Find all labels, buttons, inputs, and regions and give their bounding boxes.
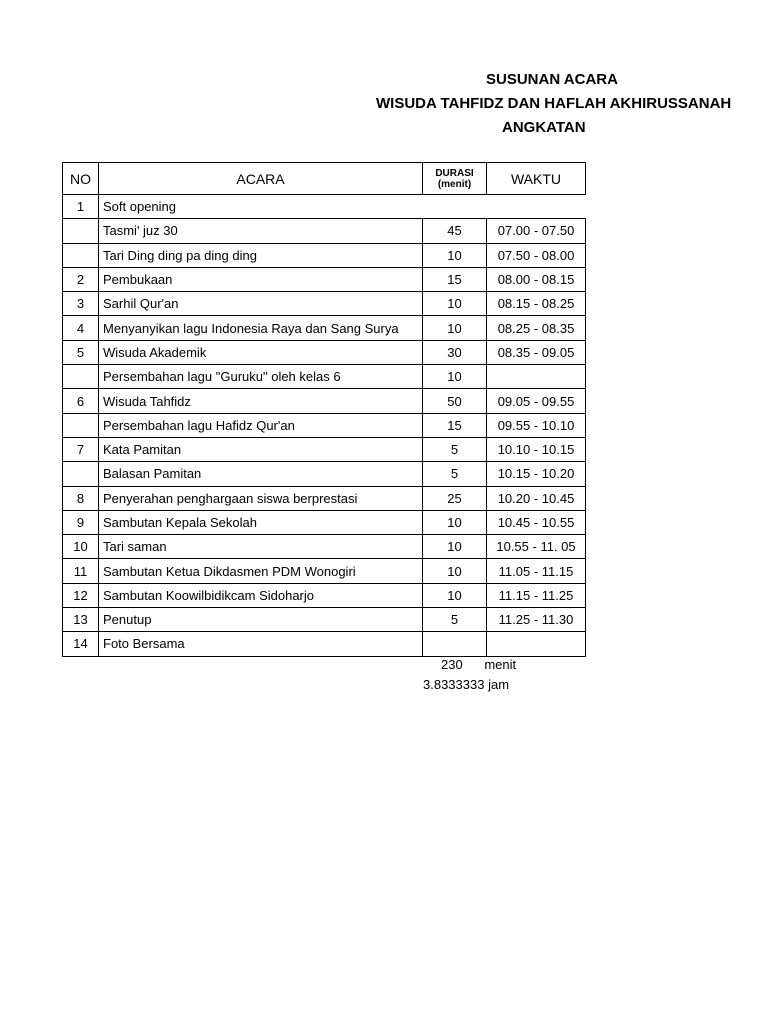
total-hours-unit: jam [488, 677, 510, 692]
row-waktu: 10.15 - 10.20 [487, 462, 586, 486]
title-line-1: SUSUNAN ACARA [486, 71, 618, 88]
table-row [63, 316, 586, 340]
row-no [63, 413, 99, 437]
row-waktu: 11.25 - 11.30 [487, 608, 586, 632]
row-waktu: 11.05 - 11.15 [487, 559, 586, 583]
total-minutes-value: 230 [441, 657, 463, 672]
document-title [300, 68, 732, 144]
row-no [63, 243, 99, 267]
row-waktu: 10.20 - 10.45 [487, 486, 586, 510]
row-no: 10 [63, 535, 99, 559]
row-acara: Penutup [99, 608, 423, 632]
row-waktu [487, 632, 586, 656]
row-no: 12 [63, 583, 99, 607]
row-acara: Balasan Pamitan [99, 462, 423, 486]
row-no: 8 [63, 486, 99, 510]
table-row [63, 413, 586, 437]
table-row [63, 389, 586, 413]
row-acara: Persembahan lagu Hafidz Qur'an [99, 413, 423, 437]
table-header-row [63, 163, 586, 195]
row-durasi: 25 [423, 486, 487, 510]
table-row [63, 486, 586, 510]
total-minutes [441, 657, 516, 672]
title-line-3: ANGKATAN [502, 119, 586, 136]
row-durasi: 15 [423, 413, 487, 437]
header-acara: ACARA [99, 163, 423, 195]
table-row [63, 219, 586, 243]
total-hours-value: 3.8333333 [423, 677, 485, 692]
row-acara: Sambutan Ketua Dikdasmen PDM Wonogiri [99, 559, 423, 583]
table-row [63, 535, 586, 559]
header-durasi-unit: (menit) [437, 178, 472, 190]
row-waktu: 08.35 - 09.05 [487, 340, 586, 364]
row-durasi: 45 [423, 219, 487, 243]
row-durasi: 5 [423, 608, 487, 632]
table-row [63, 340, 586, 364]
table-row [63, 365, 586, 389]
row-no [63, 365, 99, 389]
row-waktu [487, 195, 586, 219]
row-durasi: 10 [423, 535, 487, 559]
row-waktu: 10.10 - 10.15 [487, 437, 586, 461]
row-acara: Soft opening [99, 195, 423, 219]
table-row [63, 437, 586, 461]
table-row [63, 632, 586, 656]
row-acara: Kata Pamitan [99, 437, 423, 461]
row-acara: Sambutan Koowilbidikcam Sidoharjo [99, 583, 423, 607]
row-no: 13 [63, 608, 99, 632]
table-row [63, 243, 586, 267]
row-acara: Sarhil Qur'an [99, 292, 423, 316]
row-durasi: 10 [423, 316, 487, 340]
row-waktu: 10.45 - 10.55 [487, 510, 586, 534]
row-waktu: 09.55 - 10.10 [487, 413, 586, 437]
row-acara: Persembahan lagu "Guruku" oleh kelas 6 [99, 365, 423, 389]
row-durasi: 15 [423, 267, 487, 291]
header-waktu: WAKTU [487, 163, 586, 195]
row-waktu: 08.00 - 08.15 [487, 267, 586, 291]
row-waktu: 08.25 - 08.35 [487, 316, 586, 340]
row-no: 5 [63, 340, 99, 364]
row-no: 3 [63, 292, 99, 316]
total-hours [423, 677, 509, 692]
row-acara: Penyerahan penghargaan siswa berprestasi [99, 486, 423, 510]
row-no: 4 [63, 316, 99, 340]
row-no: 9 [63, 510, 99, 534]
row-waktu: 07.50 - 08.00 [487, 243, 586, 267]
header-no: NO [63, 163, 99, 195]
row-acara: Tari saman [99, 535, 423, 559]
row-no: 1 [63, 195, 99, 219]
row-durasi: 50 [423, 389, 487, 413]
row-durasi: 30 [423, 340, 487, 364]
row-acara: Tari Ding ding pa ding ding [99, 243, 423, 267]
row-no: 6 [63, 389, 99, 413]
total-minutes-unit: menit [484, 657, 517, 672]
table-row [63, 292, 586, 316]
table-row [63, 583, 586, 607]
row-acara: Wisuda Akademik [99, 340, 423, 364]
table-row [63, 608, 586, 632]
table-row [63, 510, 586, 534]
row-durasi: 10 [423, 243, 487, 267]
row-acara: Sambutan Kepala Sekolah [99, 510, 423, 534]
row-acara: Wisuda Tahfidz [99, 389, 423, 413]
row-no: 7 [63, 437, 99, 461]
row-durasi: 10 [423, 510, 487, 534]
row-no: 14 [63, 632, 99, 656]
header-durasi-label: DURASI [435, 167, 474, 179]
row-waktu: 07.00 - 07.50 [487, 219, 586, 243]
row-waktu: 09.05 - 09.55 [487, 389, 586, 413]
row-durasi [423, 195, 487, 219]
row-durasi: 5 [423, 462, 487, 486]
row-no [63, 219, 99, 243]
row-durasi: 5 [423, 437, 487, 461]
row-no: 11 [63, 559, 99, 583]
row-waktu: 10.55 - 11. 05 [487, 535, 586, 559]
row-durasi: 10 [423, 583, 487, 607]
header-durasi [423, 163, 487, 195]
row-durasi: 10 [423, 559, 487, 583]
row-waktu [487, 365, 586, 389]
table-row [63, 195, 586, 219]
row-waktu: 08.15 - 08.25 [487, 292, 586, 316]
row-acara: Menyanyikan lagu Indonesia Raya dan Sang Surya [99, 316, 423, 340]
row-durasi: 10 [423, 365, 487, 389]
table-row [63, 267, 586, 291]
row-acara: Foto Bersama [99, 632, 423, 656]
schedule-table [62, 162, 586, 657]
table-row [63, 559, 586, 583]
row-acara: Tasmi' juz 30 [99, 219, 423, 243]
row-durasi: 10 [423, 292, 487, 316]
table-row [63, 462, 586, 486]
row-no [63, 462, 99, 486]
row-durasi [423, 632, 487, 656]
row-waktu: 11.15 - 11.25 [487, 583, 586, 607]
title-line-2: WISUDA TAHFIDZ DAN HAFLAH AKHIRUSSANAH [376, 95, 732, 112]
row-no: 2 [63, 267, 99, 291]
row-acara: Pembukaan [99, 267, 423, 291]
